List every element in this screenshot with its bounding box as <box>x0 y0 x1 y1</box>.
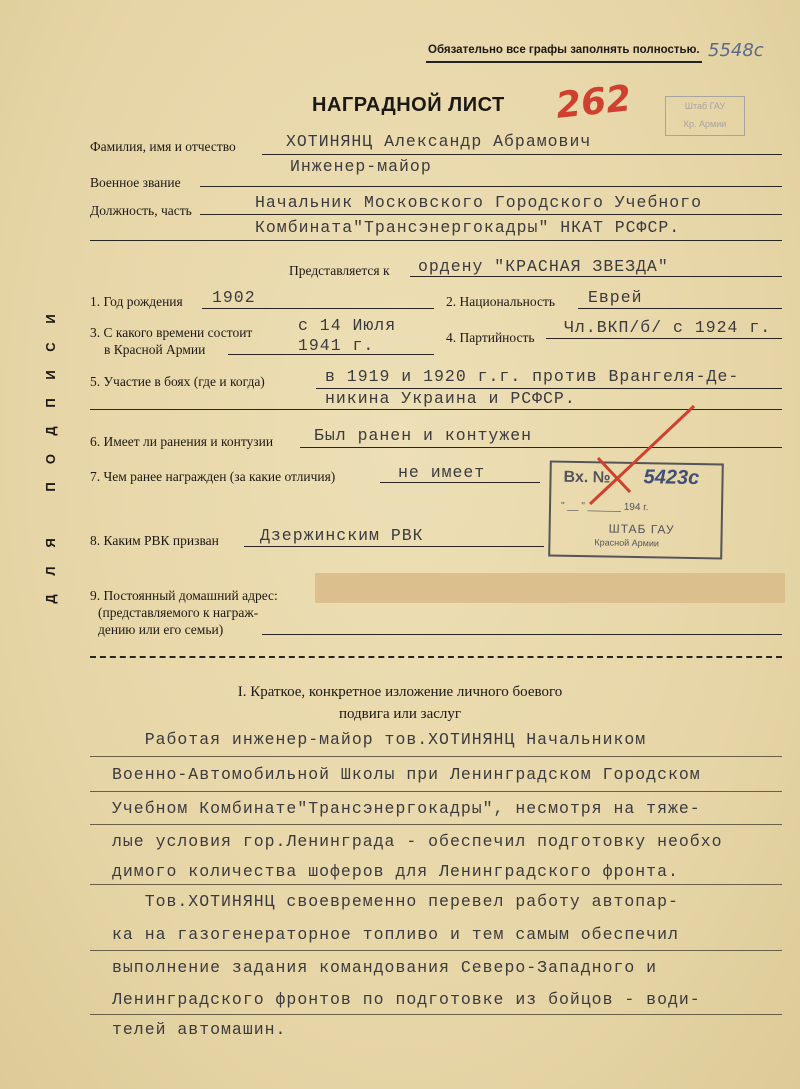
faint-stamp-line2: Кр. Армии <box>683 119 727 129</box>
awards-label: 7. Чем ранее награжден (за какие отличия) <box>90 469 336 484</box>
rvk-value: Дзержинским РВК <box>260 526 424 545</box>
side-char: П <box>43 482 58 492</box>
presented-label: Представляется к <box>289 263 390 278</box>
side-char: И <box>43 314 58 324</box>
side-char <box>43 502 71 528</box>
side-char: П <box>43 398 58 408</box>
address-label-2: (представляемого к награж- <box>98 605 259 620</box>
narrative-line: Тов.ХОТИНЯНЦ своевременно перевел работу автопар- <box>112 892 679 911</box>
nationality-value: Еврей <box>588 288 643 307</box>
rank-label: Военное звание <box>90 175 181 190</box>
presented-value: ордену "КРАСНАЯ ЗВЕЗДА" <box>418 257 669 276</box>
side-char: Я <box>43 538 58 548</box>
address-label-3: дению или его семьи) <box>98 622 224 637</box>
battles-label: 5. Участие в боях (где и когда) <box>90 374 265 389</box>
receipt-stamp-label: Вх. № <box>563 468 611 487</box>
narrative-line: Военно-Автомобильной Школы при Ленинградском Городском <box>112 765 701 784</box>
narrative-line: Учебном Комбинате"Трансэнергокадры", несмотря на тяже- <box>112 799 701 818</box>
receipt-stamp-date: " __ " ______ 194 г. <box>560 500 649 514</box>
party-label: 4. Партийность <box>446 330 535 345</box>
side-caption <box>44 305 70 613</box>
narrative-line: выполнение задания командования Северо-Западного и <box>112 958 658 977</box>
rank-value: Инженер-майор <box>290 157 432 176</box>
name-value: ХОТИНЯНЦ Александр Абрамович <box>286 132 592 151</box>
position-value-1: Начальник Московского Городского Учебного <box>255 193 702 212</box>
service-value-1: с 14 Июля <box>298 316 397 335</box>
address-label-1: 9. Постоянный домашний адрес: <box>90 588 278 603</box>
red-pencil-mark <box>560 400 700 510</box>
narrative-line: телей автомашин. <box>112 1020 287 1039</box>
section-title-1: I. Краткое, конкретное изложение личного боевого <box>237 684 563 700</box>
narrative-line: димого количества шоферов для Ленинградского фронта. <box>112 862 679 881</box>
narrative-line: Работая инженер-майор тов.ХОТИНЯНЦ Начальником <box>112 730 647 749</box>
position-label: Должность, часть <box>90 203 192 218</box>
receipt-stamp-org: ШТАБ ГАУ <box>608 521 675 537</box>
side-char: Л <box>43 566 58 576</box>
narrative-line: ка на газогенераторное топливо и тем самым обеспечил <box>112 925 679 944</box>
side-char: С <box>43 342 58 352</box>
narrative-line: лые условия гор.Ленинграда - обеспечил подготовку необхо <box>112 832 723 851</box>
nationality-label: 2. Национальность <box>446 294 556 309</box>
faint-stamp <box>665 96 745 136</box>
position-value-2: Комбината"Трансэнергокадры" НКАТ РСФСР. <box>255 218 681 237</box>
service-label-1: 3. С какого времени состоит <box>90 325 253 340</box>
wounds-value: Был ранен и контужен <box>314 426 533 445</box>
section-title-2: подвига или заслуг <box>338 706 462 722</box>
birth-label: 1. Год рождения <box>90 294 183 309</box>
rvk-label: 8. Каким РВК призван <box>90 533 219 548</box>
corner-number: 5548с <box>708 40 764 61</box>
name-label: Фамилия, имя и отчество <box>90 139 236 154</box>
birth-value: 1902 <box>212 288 256 307</box>
narrative-line: Ленинградского фронтов по подготовке из бойцов - води- <box>112 990 701 1009</box>
header-note: Обязательно все графы заполнять полностью. <box>428 44 700 56</box>
party-value: Чл.ВКП/б/ с 1924 г. <box>564 318 772 337</box>
document-title: НАГРАДНОЙ ЛИСТ <box>312 94 505 116</box>
receipt-stamp-org2: Красной Армии <box>594 537 660 549</box>
side-char: О <box>43 453 58 465</box>
service-label-2: в Красной Армии <box>104 342 206 357</box>
redacted-address <box>315 573 785 603</box>
battles-value-1: в 1919 и 1920 г.г. против Врангеля-Де- <box>325 367 740 386</box>
red-pencil-number: 262 <box>554 78 634 127</box>
faint-stamp-line1: Штаб ГАУ <box>684 101 726 111</box>
side-char: Д <box>43 594 58 604</box>
receipt-stamp-number: 5423с <box>643 466 700 490</box>
awards-value: не имеет <box>398 463 486 482</box>
service-value-2: 1941 г. <box>298 336 375 355</box>
side-char: Д <box>43 426 58 436</box>
wounds-label: 6. Имеет ли ранения и контузии <box>90 434 274 449</box>
side-char: И <box>43 370 58 380</box>
battles-value-2: никина Украина и РСФСР. <box>325 389 576 408</box>
